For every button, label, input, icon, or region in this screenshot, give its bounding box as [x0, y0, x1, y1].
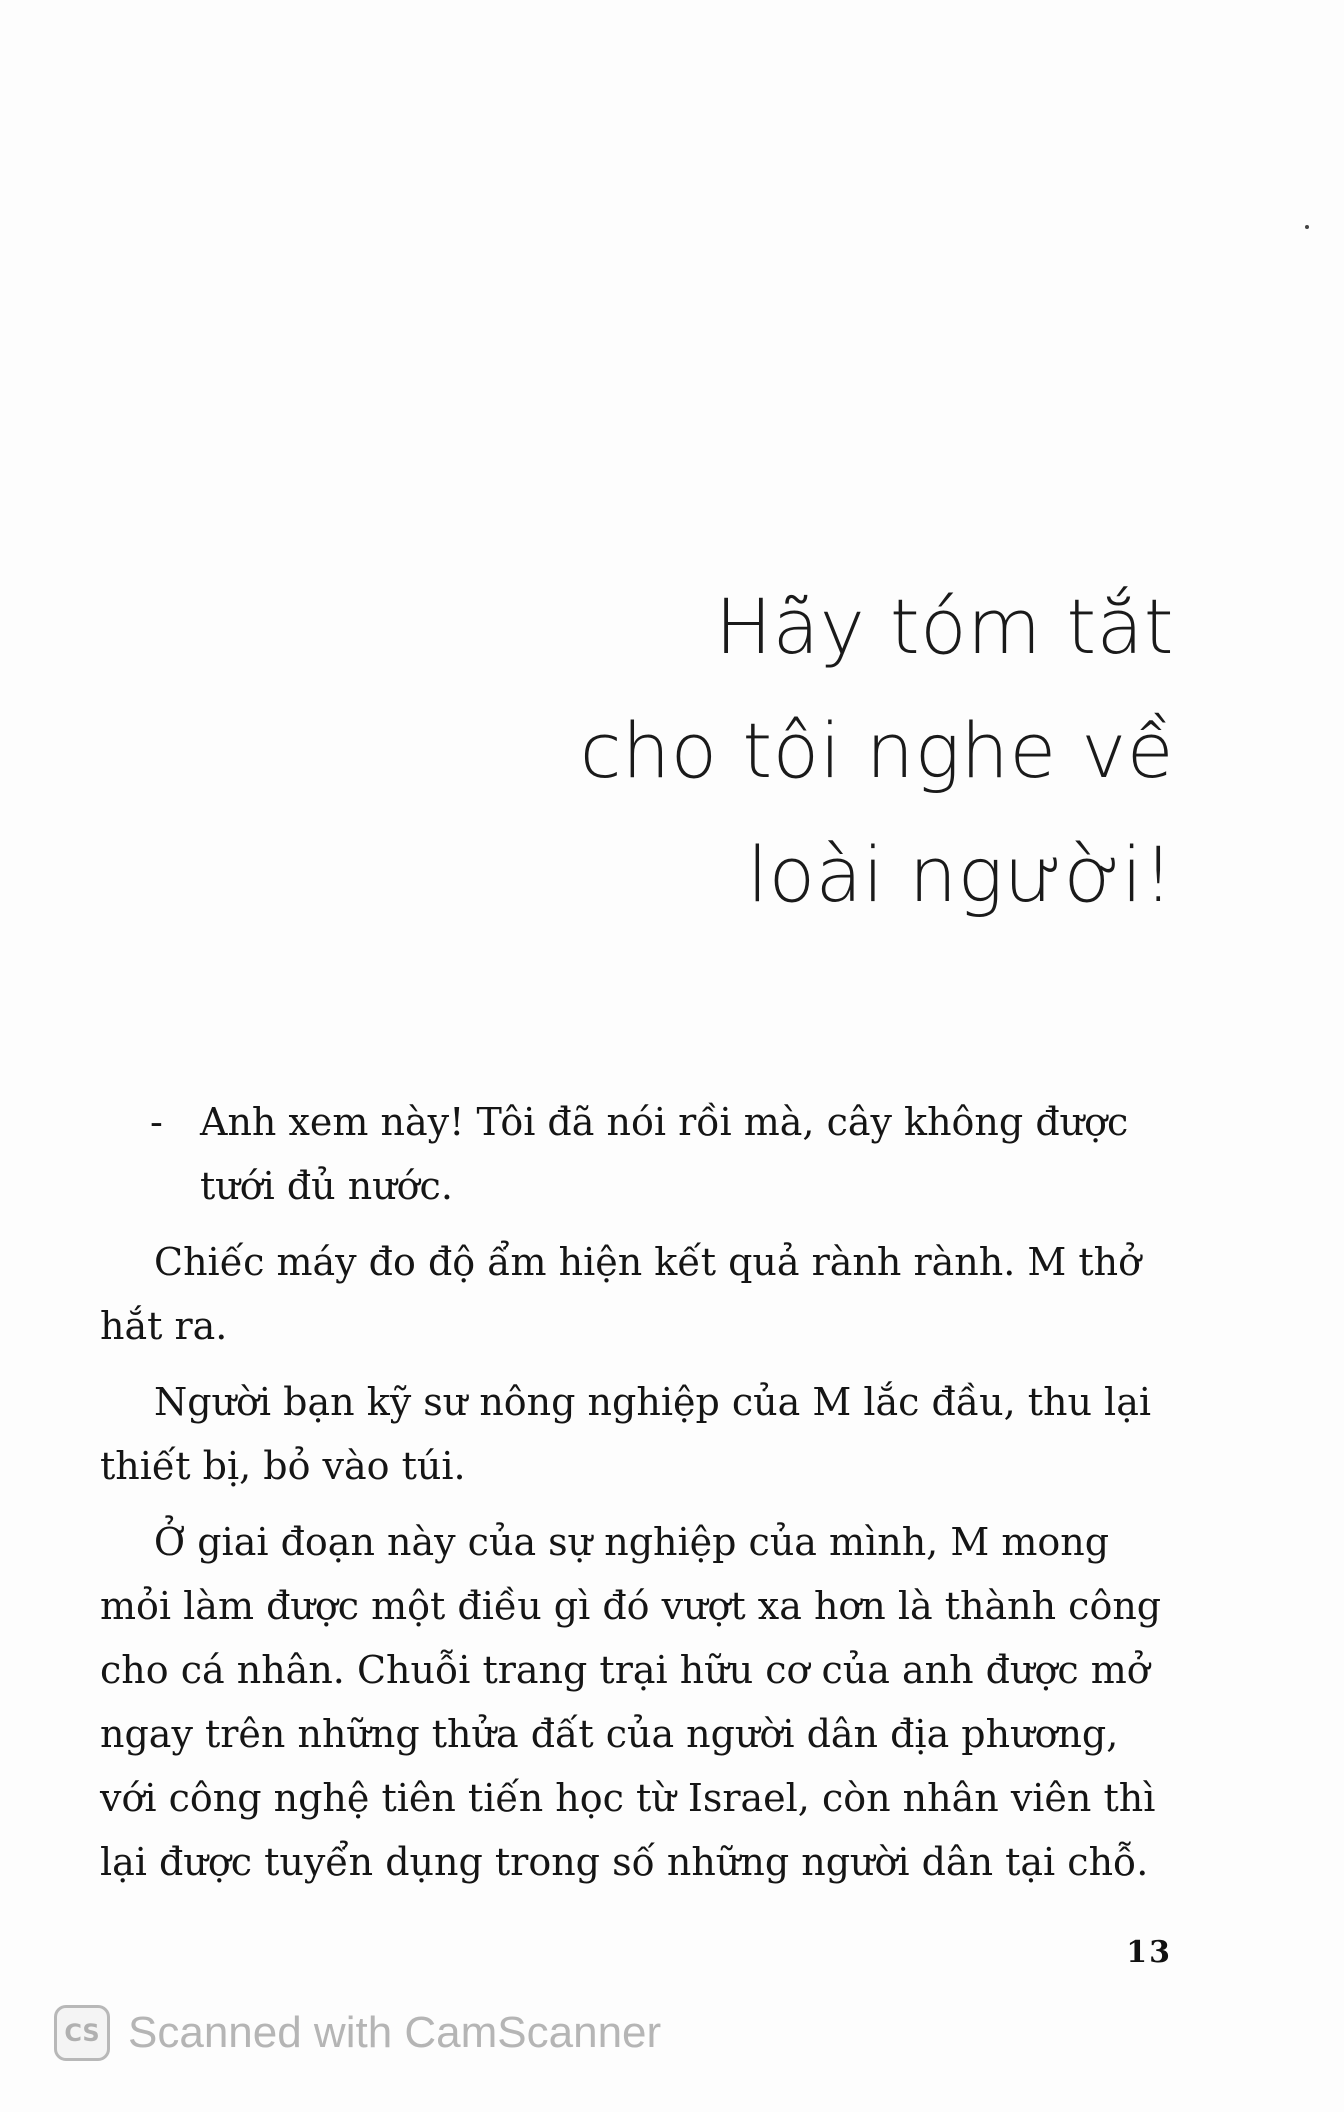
body-text [100, 1090, 1180, 1906]
chapter-title [474, 565, 1174, 937]
paragraph-3: Ở giai đoạn này của sự nghiệp của mình, M mong mỏi làm được một điều gì đó vượt xa hơn là thành công cho cá nhân. Chuỗi trang trại hữu cơ của anh được mở ngay trên những thửa đất của người dân địa phương, với công nghệ tiên tiến học từ Israel, còn nhân viên thì lại được tuyển dụng trong số những người dân tại chỗ. [100, 1520, 1162, 1884]
page-number: 13 [1126, 1935, 1172, 1970]
scan-speck [1305, 225, 1309, 229]
watermark-text: Scanned with CamScanner [128, 2008, 662, 2057]
camscanner-logo-icon: CS [54, 2005, 110, 2061]
dialogue-line [100, 1090, 1180, 1218]
chapter-title-line-2: cho tôi nghe về [579, 706, 1174, 795]
paragraph-1: Chiếc máy đo độ ẩm hiện kết quả rành rành. M thở hắt ra. [100, 1240, 1141, 1348]
chapter-title-line-3: loài người! [746, 830, 1174, 919]
dialogue-text: Anh xem này! Tôi đã nói rồi mà, cây không được tưới đủ nước. [200, 1100, 1129, 1208]
camscanner-watermark [54, 2005, 661, 2061]
paragraph-2: Người bạn kỹ sư nông nghiệp của M lắc đầu, thu lại thiết bị, bỏ vào túi. [100, 1380, 1152, 1488]
chapter-title-line-1: Hãy tóm tắt [714, 582, 1174, 671]
dialogue-dash: - [150, 1100, 163, 1144]
